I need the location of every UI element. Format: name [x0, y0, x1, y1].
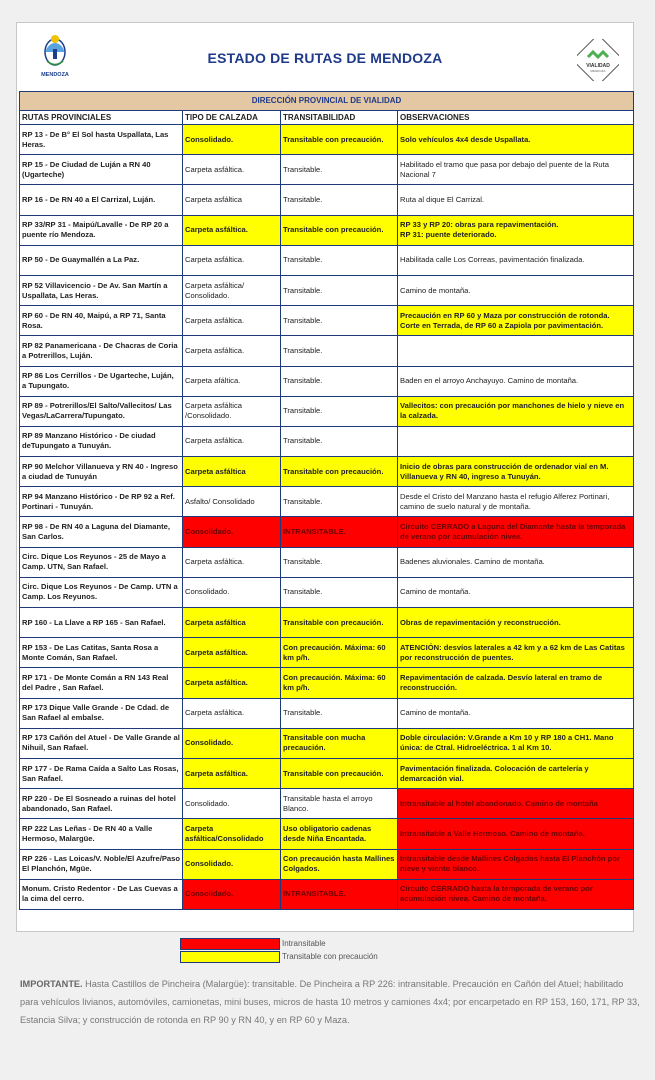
surface-cell: Consolidado.: [183, 789, 281, 819]
observations-cell: Desde el Cristo del Manzano hasta el refugio Alferez Portinari, camino de suelo natural y de montaña.: [398, 487, 634, 517]
legend: [180, 937, 378, 963]
legend-label: Transitable con precaución: [282, 952, 378, 961]
surface-cell: Carpeta afáltica.: [183, 366, 281, 396]
mendoza-logo-caption: MENDOZA: [41, 72, 69, 78]
table-row: [20, 457, 634, 487]
column-header-row: [20, 111, 634, 125]
transit-cell: Transitable hasta el arroyo Blanco.: [281, 789, 398, 819]
route-cell: RP 86 Los Cerrillos - De Ugarteche, Luján, a Tupungato.: [20, 366, 183, 396]
route-cell: RP 90 Melchor Villanueva y RN 40 - Ingreso a ciudad de Tunuyán: [20, 457, 183, 487]
table-row: [20, 849, 634, 879]
observations-cell: Ruta al dique El Carrizal.: [398, 185, 634, 215]
route-cell: RP 13 - De B° El Sol hasta Uspallata, Las Heras.: [20, 125, 183, 155]
observations-cell: Intransitable al hotel abandonado. Camino de montaña: [398, 789, 634, 819]
observations-cell: Camino de montaña.: [398, 698, 634, 728]
table-row: [20, 517, 634, 547]
route-cell: RP 15 - De Ciudad de Luján a RN 40 (Ugarteche): [20, 155, 183, 185]
report-sheet: [16, 22, 634, 932]
surface-cell: Carpeta asfáltica.: [183, 155, 281, 185]
table-row: [20, 879, 634, 909]
vialidad-logo-icon: [577, 39, 619, 81]
observations-cell: Circuito CERRADO hasta la temporada de verano por acumulación nivea. Camino de montaña.: [398, 879, 634, 909]
table-row: [20, 728, 634, 758]
route-cell: RP 33/RP 31 - Maipú/Lavalle - De RP 20 a puente río Mendoza.: [20, 215, 183, 245]
surface-cell: Consolidado.: [183, 125, 281, 155]
surface-cell: Carpeta asfáltica.: [183, 758, 281, 788]
legend-swatch-red: [180, 938, 280, 950]
routes-table-body: [20, 125, 634, 910]
transit-cell: Transitable.: [281, 396, 398, 426]
table-row: [20, 668, 634, 698]
vialidad-logo-text: VIALIDAD: [586, 63, 610, 69]
surface-cell: Carpeta asfáltica: [183, 457, 281, 487]
section-title: DIRECCIÓN PROVINCIAL DE VIALIDAD: [20, 92, 634, 111]
transit-cell: Transitable con precaución.: [281, 215, 398, 245]
observations-cell: Camino de montaña.: [398, 577, 634, 607]
report-header: [17, 23, 633, 89]
surface-cell: Carpeta asfáltica: [183, 608, 281, 638]
table-row: [20, 125, 634, 155]
route-cell: Monum. Cristo Redentor - De Las Cuevas a la cima del cerro.: [20, 879, 183, 909]
observations-cell: Circuito CERRADO a Laguna del Diamante hasta la temporada de verano por acumulación nivea.: [398, 517, 634, 547]
observations-cell: [398, 336, 634, 366]
transit-cell: Transitable con mucha precaución.: [281, 728, 398, 758]
transit-cell: Con precaución hasta Mallines Colgados.: [281, 849, 398, 879]
note-lead: IMPORTANTE.: [20, 979, 83, 989]
surface-cell: Consolidado.: [183, 577, 281, 607]
observations-cell: Inicio de obras para construcción de ordenador vial en M. Villanueva y RN 40, ingreso a Tunuyán.: [398, 457, 634, 487]
table-row: [20, 306, 634, 336]
transit-cell: Transitable.: [281, 547, 398, 577]
table-row: [20, 698, 634, 728]
observations-cell: ATENCIÓN: desvíos laterales a 42 km y a 62 km de Las Catitas por reconstrucción de puentes.: [398, 638, 634, 668]
table-row: [20, 789, 634, 819]
observations-cell: Badenes aluvionales. Camino de montaña.: [398, 547, 634, 577]
route-cell: Circ. Dique Los Reyunos - De Camp. UTN a Camp. Los Reyunos.: [20, 577, 183, 607]
transit-cell: Transitable con precaución.: [281, 125, 398, 155]
important-note: [20, 975, 640, 1029]
surface-cell: Carpeta asfáltica.: [183, 668, 281, 698]
table-row: [20, 185, 634, 215]
route-cell: RP 94 Manzano Histórico - De RP 92 a Ref. Portinari - Tunuyán.: [20, 487, 183, 517]
route-cell: RP 222 Las Leñas - De RN 40 a Valle Hermoso, Malargüe.: [20, 819, 183, 849]
observations-cell: RP 33 y RP 20: obras para repavimentación. RP 31: puente deteriorado.: [398, 215, 634, 245]
column-header-transit: TRANSITABILIDAD: [281, 111, 398, 125]
surface-cell: Consolidado.: [183, 728, 281, 758]
route-cell: RP 173 Cañón del Atuel - De Valle Grande al Nihuil, San Rafael.: [20, 728, 183, 758]
route-cell: RP 177 - De Rama Caída a Salto Las Rosas, San Rafael.: [20, 758, 183, 788]
surface-cell: Carpeta asfáltica/ Consolidado.: [183, 275, 281, 305]
surface-cell: Carpeta asfáltica /Consolidado.: [183, 396, 281, 426]
route-cell: RP 16 - De RN 40 a El Carrizal, Luján.: [20, 185, 183, 215]
transit-cell: Uso obligatorio cadenas desde Niña Encantada.: [281, 819, 398, 849]
column-header-observations: OBSERVACIONES: [398, 111, 634, 125]
surface-cell: Carpeta asfáltica.: [183, 245, 281, 275]
route-cell: RP 220 - De El Sosneado a ruinas del hotel abandonado, San Rafael.: [20, 789, 183, 819]
transit-cell: Transitable.: [281, 185, 398, 215]
surface-cell: Carpeta asfáltica/Consolidado: [183, 819, 281, 849]
table-row: [20, 577, 634, 607]
observations-cell: Pavimentación finalizada. Colocación de cartelería y demarcación vial.: [398, 758, 634, 788]
observations-cell: Obras de repavimentación y reconstrucción.: [398, 608, 634, 638]
section-title-row: [20, 92, 634, 111]
route-cell: RP 98 - De RN 40 a Laguna del Diamante, San Carlos.: [20, 517, 183, 547]
legend-item-precaucion: [180, 950, 378, 963]
observations-cell: Habilitada calle Los Correas, pavimentación finalizada.: [398, 245, 634, 275]
vialidad-logo-subtext: MENDOZA: [590, 69, 606, 73]
observations-cell: Solo vehículos 4x4 desde Uspallata.: [398, 125, 634, 155]
table-row: [20, 487, 634, 517]
surface-cell: Carpeta asfáltica.: [183, 638, 281, 668]
observations-cell: Vallecitos: con precaución por manchones de hielo y nieve en la calzada.: [398, 396, 634, 426]
transit-cell: Con precaución. Máxima: 60 km p/h.: [281, 668, 398, 698]
transit-cell: Transitable con precaución.: [281, 457, 398, 487]
surface-cell: Asfalto/ Consolidado: [183, 487, 281, 517]
route-cell: RP 160 - La Llave a RP 165 - San Rafael.: [20, 608, 183, 638]
table-row: [20, 366, 634, 396]
transit-cell: Transitable.: [281, 366, 398, 396]
observations-cell: Precaución en RP 60 y Maza por construcción de rotonda. Corte en Terrada, de RP 60 a Zapiola por pavimentación.: [398, 306, 634, 336]
transit-cell: Transitable con precaución.: [281, 758, 398, 788]
table-row: [20, 819, 634, 849]
table-row: [20, 275, 634, 305]
note-text: Hasta Castillos de Pincheira (Malargüe): transitable. De Pincheira a RP 226: intransitable. Precaución en Cañón del Atuel; habilitado para vehículos livianos, automóviles, camionetas, mini buses, micros de hasta 10 metros y camiones 4x4; por encarpetado en RP 153, 160, 171, RP 33, Estancia Silva; y construcción de rotonda en RP 90 y RN 40, y en RP 60 y Maza.: [20, 979, 640, 1025]
table-row: [20, 336, 634, 366]
observations-cell: Camino de montaña.: [398, 275, 634, 305]
table-row: [20, 215, 634, 245]
surface-cell: Carpeta asfáltica.: [183, 306, 281, 336]
transit-cell: Transitable.: [281, 306, 398, 336]
surface-cell: Carpeta asfáltica.: [183, 215, 281, 245]
surface-cell: Carpeta asfáltica.: [183, 698, 281, 728]
transit-cell: Transitable.: [281, 577, 398, 607]
route-cell: RP 82 Panamericana - De Chacras de Coria a Potrerillos, Luján.: [20, 336, 183, 366]
page-title: ESTADO DE RUTAS DE MENDOZA: [207, 50, 443, 66]
route-cell: RP 89 - Potrerillos/El Salto/Vallecitos/ Las Vegas/LaCarrera/Tupungato.: [20, 396, 183, 426]
table-row: [20, 758, 634, 788]
table-row: [20, 608, 634, 638]
legend-item-intransitable: [180, 937, 378, 950]
table-row: [20, 638, 634, 668]
transit-cell: Con precaución. Máxima: 60 km p/h.: [281, 638, 398, 668]
transit-cell: Transitable.: [281, 336, 398, 366]
surface-cell: Consolidado.: [183, 879, 281, 909]
route-cell: RP 89 Manzano Histórico - De ciudad deTupungato a Tunuyán.: [20, 426, 183, 456]
observations-cell: Baden en el arroyo Anchayuyo. Camino de montaña.: [398, 366, 634, 396]
route-cell: RP 226 - Las Loicas/V. Noble/El Azufre/Paso El Planchón, Mgüe.: [20, 849, 183, 879]
route-cell: RP 153 - De Las Catitas, Santa Rosa a Monte Comán, San Rafael.: [20, 638, 183, 668]
column-header-surface: TIPO DE CALZADA: [183, 111, 281, 125]
observations-cell: Doble circulación: V.Grande a Km 10 y RP 180 a CH1. Mano única: de Ctral. Hidroeléctrica. 1 al Km 10.: [398, 728, 634, 758]
vialidad-logo: [577, 39, 619, 81]
route-cell: Circ. Dique Los Reyunos - 25 de Mayo a Camp. UTN, San Rafael.: [20, 547, 183, 577]
surface-cell: Carpeta asfáltica.: [183, 426, 281, 456]
transit-cell: Transitable.: [281, 426, 398, 456]
transit-cell: INTRANSITABLE.: [281, 879, 398, 909]
observations-cell: Intransitable desde Mallines Colgados hasta El Planchón por nieve y viento blanco.: [398, 849, 634, 879]
surface-cell: Carpeta asfáltica: [183, 185, 281, 215]
transit-cell: Transitable.: [281, 245, 398, 275]
observations-cell: Repavimentación de calzada. Desvío lateral en tramo de reconstrucción.: [398, 668, 634, 698]
table-row: [20, 547, 634, 577]
surface-cell: Consolidado.: [183, 517, 281, 547]
transit-cell: Transitable.: [281, 698, 398, 728]
route-cell: RP 173 Dique Valle Grande - De Cdad. de San Rafael al embalse.: [20, 698, 183, 728]
transit-cell: Transitable.: [281, 487, 398, 517]
route-cell: RP 60 - De RN 40, Maipú, a RP 71, Santa Rosa.: [20, 306, 183, 336]
transit-cell: Transitable con precaución.: [281, 608, 398, 638]
transit-cell: INTRANSITABLE.: [281, 517, 398, 547]
legend-label: Intransitable: [282, 939, 326, 948]
surface-cell: Consolidado.: [183, 849, 281, 879]
table-row: [20, 245, 634, 275]
observations-cell: Intransitable a Valle Hermoso. Camino de montaña.: [398, 819, 634, 849]
surface-cell: Carpeta asfáltica.: [183, 336, 281, 366]
routes-table: [19, 91, 634, 910]
route-cell: RP 52 Villavicencio - De Av. San Martín a Uspallata, Las Heras.: [20, 275, 183, 305]
column-header-routes: RUTAS PROVINCIALES: [20, 111, 183, 125]
table-row: [20, 426, 634, 456]
table-row: [20, 155, 634, 185]
route-cell: RP 50 - De Guaymallén a La Paz.: [20, 245, 183, 275]
transit-cell: Transitable.: [281, 155, 398, 185]
surface-cell: Carpeta asfáltica.: [183, 547, 281, 577]
legend-swatch-yellow: [180, 951, 280, 963]
transit-cell: Transitable.: [281, 275, 398, 305]
observations-cell: Habilitado el tramo que pasa por debajo del puente de la Ruta Nacional 7: [398, 155, 634, 185]
observations-cell: [398, 426, 634, 456]
route-cell: RP 171 - De Monte Comán a RN 143 Real del Padre , San Rafael.: [20, 668, 183, 698]
table-row: [20, 396, 634, 426]
